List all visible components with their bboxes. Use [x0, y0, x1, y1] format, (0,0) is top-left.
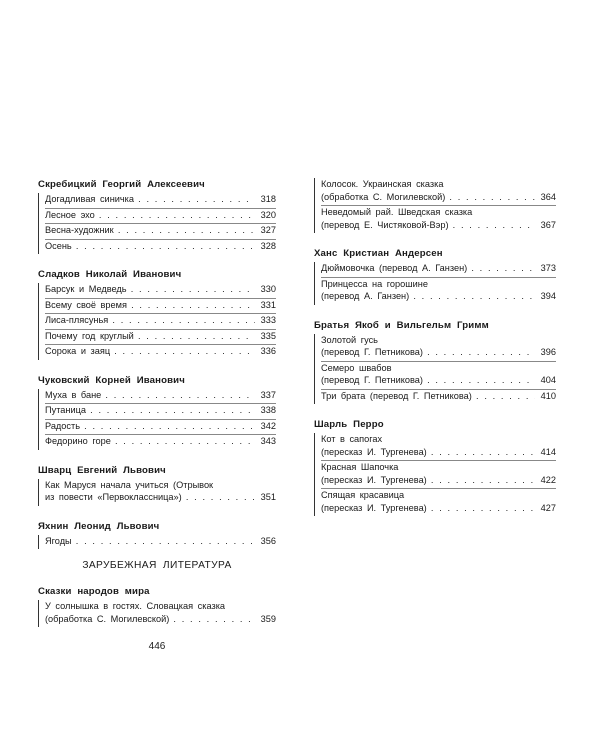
entry-title-line [321, 461, 556, 474]
author-group [314, 178, 556, 233]
entry-title: Красная Шапочка [321, 462, 399, 472]
entry-title-line [321, 433, 556, 446]
section-heading: ЗАРУБЕЖНАЯ ЛИТЕРАТУРА [82, 560, 232, 571]
toc-entry [45, 345, 276, 360]
toc-entry [321, 278, 556, 305]
entry-title-line [45, 613, 276, 626]
toc-entry [321, 262, 556, 278]
entry-title: Золотой гусь [321, 334, 378, 345]
entry-page-number: 364 [535, 191, 556, 204]
author-group [314, 305, 556, 405]
author-name: Яхнин Леонид Львович [38, 520, 160, 532]
author-group [38, 360, 276, 450]
entry-title: (перевод Г. Петникова) [321, 375, 423, 385]
toc-entry [45, 389, 276, 405]
works-list [314, 334, 556, 405]
author-group [38, 254, 276, 360]
toc-entry [45, 535, 276, 550]
entry-title: Барсук и Медведь [45, 284, 127, 294]
author-groups [38, 178, 276, 549]
entry-page-number: 359 [255, 613, 276, 626]
toc-entry [321, 178, 556, 206]
entry-title: Дюймовочка (перевод А. Ганзен) [321, 263, 468, 273]
entry-page-number: 342 [255, 420, 276, 433]
toc-entry [321, 362, 556, 390]
entry-title-line [45, 600, 276, 613]
entry-page-number: 373 [535, 262, 556, 275]
entry-title-line [45, 479, 276, 492]
entry-page-number: 404 [535, 374, 556, 387]
entry-title: Всему своё время [45, 299, 127, 310]
author-group [38, 506, 276, 550]
author-group [38, 450, 276, 506]
toc-entry [45, 224, 276, 240]
entry-page-number: 337 [255, 389, 276, 402]
entry-page-number: 327 [255, 224, 276, 237]
toc-entry [45, 330, 276, 346]
author-name: Шварц Евгений Львович [38, 464, 166, 476]
entry-title: Осень [45, 240, 72, 251]
author-group [314, 404, 556, 516]
entry-title-line [321, 278, 556, 291]
entry-title: Неведомый рай. Шведская сказка [321, 207, 473, 217]
entry-title: (пересказ И. Тургенева) [321, 474, 427, 485]
toc-entry [321, 433, 556, 461]
toc-entry [45, 209, 276, 225]
entry-title: Догадливая синичка [45, 194, 135, 204]
entry-title: Спящая красавица [321, 490, 405, 500]
entry-page-number: 410 [535, 390, 556, 403]
entry-title: из повести «Первоклассница») [45, 492, 182, 502]
entry-page-number: 356 [255, 535, 276, 548]
entry-page-number: 343 [255, 435, 276, 448]
toc-entry [45, 283, 276, 299]
entry-page-number: 336 [255, 345, 276, 358]
entry-title-line [45, 240, 276, 253]
entry-page-number: 351 [255, 491, 276, 504]
toc-entry [321, 461, 556, 489]
author-name: Братья Якоб и Вильгельм Гримм [314, 319, 489, 331]
author-group [38, 585, 276, 627]
entry-title-line [321, 489, 556, 502]
entry-title-line [45, 330, 276, 343]
entry-title-line [45, 535, 276, 548]
entry-title-line [321, 502, 556, 515]
entry-title-line [45, 314, 276, 327]
entry-title: (перевод Е. Чистяковой-Вэр) [321, 219, 449, 230]
entry-title: (перевод Г. Петникова) [321, 347, 423, 357]
entry-title: (обработка С. Могилевской) [321, 191, 446, 202]
entry-title-line [321, 206, 556, 219]
entry-title-line [321, 346, 556, 359]
author-group [314, 233, 556, 305]
entry-title-line [45, 420, 276, 433]
entry-page-number: 320 [255, 209, 276, 222]
entry-page-number: 338 [255, 404, 276, 417]
page-number: 446 [148, 641, 166, 652]
entry-title: Весна-художник [45, 225, 114, 235]
toc-entry [321, 489, 556, 516]
entry-title: (перевод А. Ганзен) [321, 291, 410, 301]
toc-entry [45, 314, 276, 330]
entry-title: Федорино горе [45, 436, 111, 446]
entry-title: (пересказ И. Тургенева) [321, 446, 427, 457]
entry-title-line [321, 446, 556, 459]
author-groups [38, 585, 276, 627]
author-name: Шарль Перро [314, 419, 384, 430]
toc-entry [321, 390, 556, 405]
entry-title-line [45, 209, 276, 222]
toc-entry [45, 299, 276, 315]
toc-entry [45, 420, 276, 436]
entry-title-line [45, 345, 276, 358]
entry-page-number: 422 [535, 474, 556, 487]
entry-title: Ягоды [45, 535, 72, 546]
entry-title: Как Маруся начала учиться (Отрывок [45, 479, 214, 490]
entry-page-number: 318 [255, 193, 276, 206]
entry-title: Радость [45, 420, 80, 431]
works-list [38, 600, 276, 627]
entry-title-line [45, 283, 276, 296]
entry-title-line [321, 362, 556, 375]
entry-title-line [321, 374, 556, 387]
toc-entry [45, 404, 276, 420]
entry-title-line [321, 290, 556, 303]
entry-title-line [321, 178, 556, 191]
works-list [314, 178, 556, 233]
entry-title-line [45, 491, 276, 504]
entry-title-line [321, 474, 556, 487]
entry-title-line [45, 404, 276, 417]
works-list [38, 389, 276, 450]
entry-page-number: 335 [255, 330, 276, 343]
works-list [38, 535, 276, 550]
author-name: Сладков Николай Иванович [38, 269, 182, 280]
toc-column-left [38, 178, 276, 652]
toc-entry [45, 435, 276, 450]
entry-title: (пересказ И. Тургенева) [321, 502, 427, 513]
entry-title: У солнышка в гостях. Словацкая сказка [45, 601, 226, 611]
entry-title-line [321, 191, 556, 204]
works-list [38, 479, 276, 506]
author-group [38, 178, 276, 254]
entry-title: Принцесса на горошине [321, 278, 428, 289]
toc-entry [45, 479, 276, 506]
entry-title-line [45, 193, 276, 206]
entry-page-number: 330 [255, 283, 276, 296]
entry-page-number: 414 [535, 446, 556, 459]
entry-title: Лесное эхо [45, 209, 95, 220]
entry-title-line [45, 224, 276, 237]
works-list [38, 193, 276, 254]
entry-page-number: 394 [535, 290, 556, 303]
entry-page-number: 333 [255, 314, 276, 327]
author-name: Чуковский Корней Иванович [38, 374, 185, 386]
entry-title: Три брата (перевод Г. Петникова) [321, 390, 472, 401]
entry-page-number: 427 [535, 502, 556, 515]
entry-title: Муха в бане [45, 389, 102, 400]
entry-title: Почему год круглый [45, 330, 134, 341]
entry-title: Колосок. Украинская сказка [321, 179, 444, 189]
toc-entry [45, 240, 276, 255]
toc-entry [321, 334, 556, 362]
author-groups [314, 178, 556, 516]
toc-entry [321, 206, 556, 233]
entry-title-line [45, 435, 276, 448]
works-list [38, 283, 276, 360]
entry-title: Семеро швабов [321, 362, 392, 373]
entry-page-number: 328 [255, 240, 276, 253]
entry-title-line [45, 389, 276, 402]
author-name: Ханс Кристиан Андерсен [314, 248, 443, 259]
works-list [314, 433, 556, 516]
toc-entry [45, 193, 276, 209]
toc-entry [45, 600, 276, 627]
entry-page-number: 367 [535, 219, 556, 232]
entry-page-number: 331 [255, 299, 276, 312]
entry-title: Сорока и заяц [45, 346, 111, 356]
author-name: Сказки народов мира [38, 586, 150, 597]
author-name: Скребицкий Георгий Алексеевич [38, 179, 205, 190]
entry-title: Путаница [45, 405, 86, 415]
works-list [314, 262, 556, 305]
entry-page-number: 396 [535, 346, 556, 359]
entry-title-line [321, 390, 556, 403]
entry-title: Лиса-плясунья [45, 315, 109, 325]
toc-column-right [314, 178, 556, 516]
entry-title: Кот в сапогах [321, 434, 383, 444]
entry-title: (обработка С. Могилевской) [45, 613, 170, 624]
entry-title-line [321, 219, 556, 232]
entry-title-line [321, 334, 556, 347]
entry-title-line [45, 299, 276, 312]
entry-title-line [321, 262, 556, 275]
